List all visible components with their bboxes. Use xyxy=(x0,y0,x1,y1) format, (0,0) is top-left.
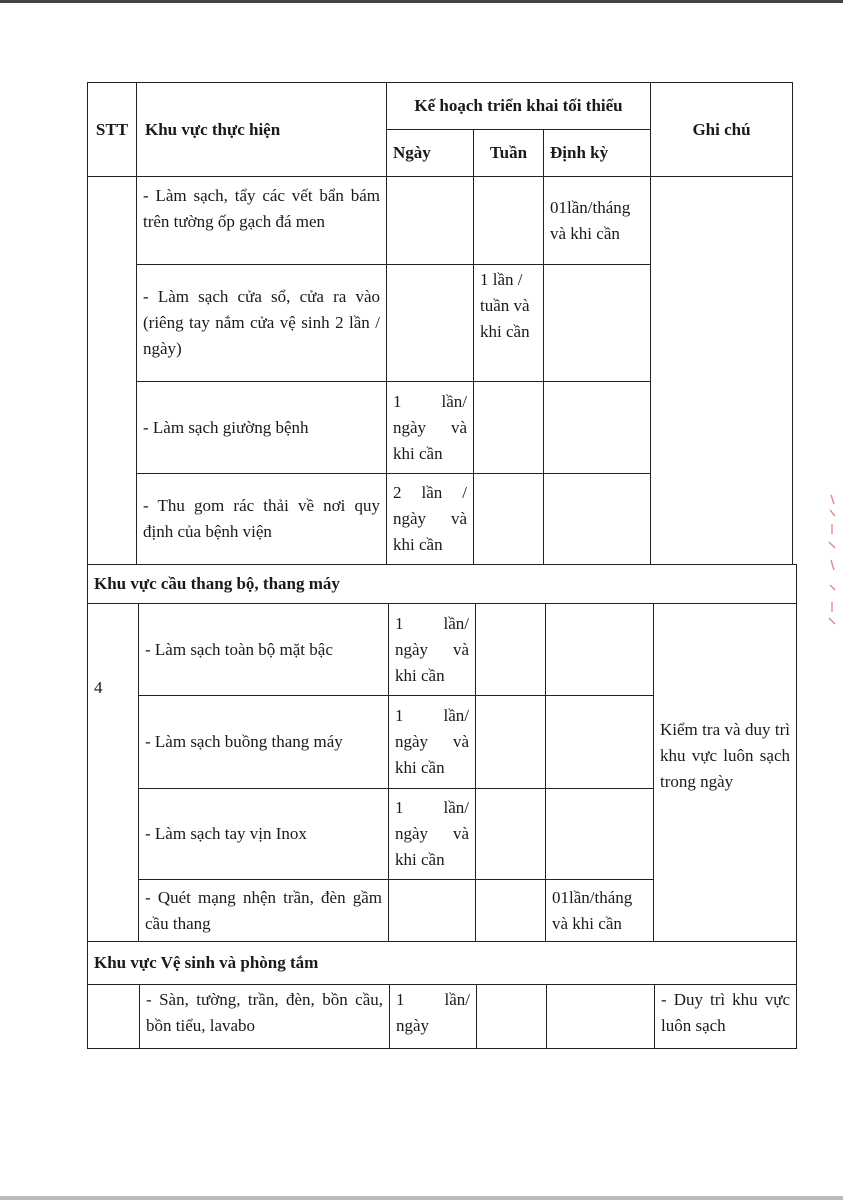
week-cell xyxy=(473,473,544,565)
header-plan: Kế hoạch triển khai tối thiểu xyxy=(386,82,651,130)
week-cell xyxy=(475,788,546,880)
week-cell xyxy=(473,381,544,474)
periodic-cell xyxy=(545,788,654,880)
header-week: Tuần xyxy=(473,129,544,177)
periodic-cell: 01lần/tháng và khi cần xyxy=(545,879,654,942)
week-cell xyxy=(475,695,546,789)
day-cell: 1 lần/ ngày và khi cần xyxy=(386,381,474,474)
periodic-cell xyxy=(545,695,654,789)
task-cell: - Làm sạch buồng thang máy xyxy=(138,695,389,789)
note-cell-continued xyxy=(650,176,793,565)
week-cell: 1 lần / tuần và khi cần xyxy=(473,264,544,382)
day-cell: 1 lần/ ngày và khi cần xyxy=(388,695,476,789)
page-bottom-edge xyxy=(0,1196,843,1200)
periodic-cell xyxy=(543,473,651,565)
header-note: Ghi chú xyxy=(650,82,793,177)
task-cell: - Làm sạch, tẩy các vết bẩn bám trên tường ốp gạch đá men xyxy=(136,176,387,265)
header-area: Khu vực thực hiện xyxy=(136,82,387,177)
week-cell xyxy=(473,176,544,265)
task-cell: - Làm sạch tay vịn Inox xyxy=(138,788,389,880)
task-cell: - Làm sạch cửa sổ, cửa ra vào (riêng tay nắm cửa vệ sinh 2 lần / ngày) xyxy=(136,264,387,382)
section-title-stairs: Khu vực cầu thang bộ, thang máy xyxy=(87,564,797,604)
section-title-bath: Khu vực Vệ sinh và phòng tắm xyxy=(87,941,797,985)
periodic-cell xyxy=(546,984,655,1049)
periodic-cell xyxy=(543,381,651,474)
week-cell xyxy=(475,603,546,696)
day-cell: 1 lần/ ngày và khi cần xyxy=(388,788,476,880)
stt-cell xyxy=(87,984,140,1049)
task-cell: - Làm sạch toàn bộ mặt bậc xyxy=(138,603,389,696)
task-cell: - Thu gom rác thải về nơi quy định của bệnh viện xyxy=(136,473,387,565)
note-cell: Kiểm tra và duy trì khu vực luôn sạch trong ngày xyxy=(653,603,797,942)
stt-cell-continued xyxy=(87,176,137,565)
task-cell: - Làm sạch giường bệnh xyxy=(136,381,387,474)
header-periodic: Định kỳ xyxy=(543,129,651,177)
week-cell xyxy=(475,879,546,942)
periodic-cell xyxy=(545,603,654,696)
task-cell: - Sàn, tường, trần, đèn, bồn cầu, bồn tiểu, lavabo xyxy=(139,984,390,1049)
stt-cell: 4 xyxy=(87,603,139,942)
day-cell: 1 lần/ ngày và khi cần xyxy=(388,603,476,696)
day-cell xyxy=(386,264,474,382)
day-cell xyxy=(386,176,474,265)
header-day: Ngày xyxy=(386,129,474,177)
page-top-edge xyxy=(0,0,843,3)
day-cell xyxy=(388,879,476,942)
day-cell: 1 lần/ ngày xyxy=(389,984,477,1049)
header-stt: STT xyxy=(87,82,137,177)
week-cell xyxy=(476,984,547,1049)
periodic-cell: 01lần/tháng và khi cần xyxy=(543,176,651,265)
periodic-cell xyxy=(543,264,651,382)
stamp-fragment xyxy=(826,490,840,630)
note-cell: - Duy trì khu vực luôn sạch xyxy=(654,984,797,1049)
day-cell: 2 lần / ngày và khi cần xyxy=(386,473,474,565)
task-cell: - Quét mạng nhện trần, đèn gầm cầu thang xyxy=(138,879,389,942)
